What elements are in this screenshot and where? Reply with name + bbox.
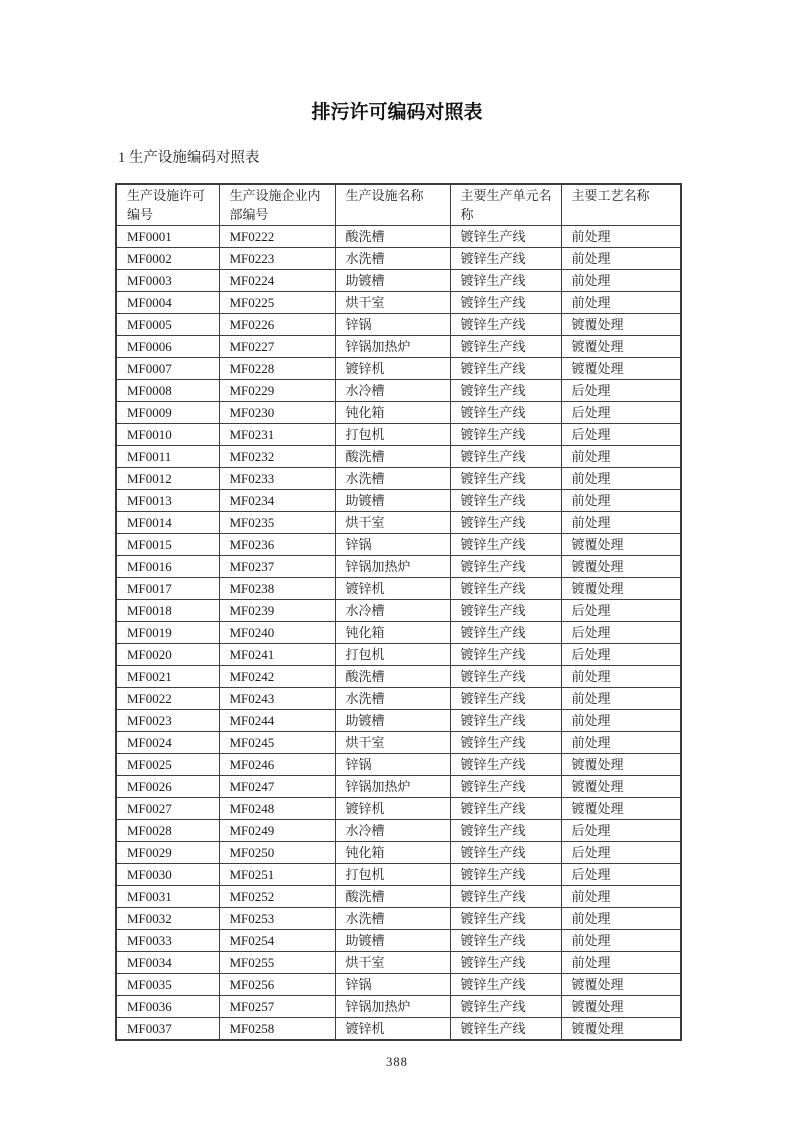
cell-process-name: 镀覆处理: [561, 336, 681, 358]
cell-internal-code: MF0238: [219, 578, 335, 600]
cell-permit-code: MF0028: [116, 820, 219, 842]
table-row: [116, 270, 681, 292]
cell-unit-name: 镀锌生产线: [450, 996, 561, 1018]
cell-unit-name: 镀锌生产线: [450, 776, 561, 798]
cell-permit-code: MF0011: [116, 446, 219, 468]
cell-process-name: 后处理: [561, 644, 681, 666]
cell-permit-code: MF0015: [116, 534, 219, 556]
cell-permit-code: MF0027: [116, 798, 219, 820]
cell-facility-name: 水洗槽: [335, 908, 450, 930]
cell-permit-code: MF0008: [116, 380, 219, 402]
cell-internal-code: MF0224: [219, 270, 335, 292]
cell-permit-code: MF0004: [116, 292, 219, 314]
table-row: [116, 248, 681, 270]
cell-permit-code: MF0018: [116, 600, 219, 622]
cell-internal-code: MF0246: [219, 754, 335, 776]
cell-facility-name: 镀锌机: [335, 578, 450, 600]
cell-permit-code: MF0023: [116, 710, 219, 732]
table-row: [116, 314, 681, 336]
cell-internal-code: MF0234: [219, 490, 335, 512]
table-row: [116, 666, 681, 688]
cell-facility-name: 助镀槽: [335, 930, 450, 952]
cell-facility-name: 水洗槽: [335, 688, 450, 710]
cell-internal-code: MF0249: [219, 820, 335, 842]
cell-permit-code: MF0037: [116, 1018, 219, 1041]
cell-facility-name: 锌锅: [335, 314, 450, 336]
cell-permit-code: MF0030: [116, 864, 219, 886]
cell-unit-name: 镀锌生产线: [450, 952, 561, 974]
cell-process-name: 前处理: [561, 886, 681, 908]
table-row: [116, 710, 681, 732]
cell-process-name: 后处理: [561, 820, 681, 842]
cell-internal-code: MF0243: [219, 688, 335, 710]
cell-internal-code: MF0253: [219, 908, 335, 930]
cell-internal-code: MF0244: [219, 710, 335, 732]
cell-facility-name: 助镀槽: [335, 270, 450, 292]
cell-internal-code: MF0248: [219, 798, 335, 820]
cell-unit-name: 镀锌生产线: [450, 578, 561, 600]
cell-permit-code: MF0005: [116, 314, 219, 336]
cell-permit-code: MF0031: [116, 886, 219, 908]
cell-permit-code: MF0034: [116, 952, 219, 974]
header-unit-name: 主要生产单元名称: [450, 184, 561, 226]
cell-facility-name: 锌锅: [335, 974, 450, 996]
cell-permit-code: MF0035: [116, 974, 219, 996]
cell-process-name: 前处理: [561, 446, 681, 468]
cell-facility-name: 锌锅加热炉: [335, 776, 450, 798]
table-row: [116, 512, 681, 534]
cell-process-name: 前处理: [561, 908, 681, 930]
cell-process-name: 后处理: [561, 380, 681, 402]
cell-internal-code: MF0223: [219, 248, 335, 270]
cell-permit-code: MF0009: [116, 402, 219, 424]
table-row: [116, 424, 681, 446]
table-row: [116, 336, 681, 358]
cell-permit-code: MF0006: [116, 336, 219, 358]
cell-internal-code: MF0226: [219, 314, 335, 336]
cell-internal-code: MF0255: [219, 952, 335, 974]
cell-internal-code: MF0227: [219, 336, 335, 358]
header-permit-code: 生产设施许可编号: [116, 184, 219, 226]
cell-internal-code: MF0242: [219, 666, 335, 688]
cell-unit-name: 镀锌生产线: [450, 864, 561, 886]
cell-facility-name: 打包机: [335, 644, 450, 666]
cell-facility-name: 镀锌机: [335, 358, 450, 380]
cell-permit-code: MF0033: [116, 930, 219, 952]
cell-process-name: 前处理: [561, 512, 681, 534]
cell-unit-name: 镀锌生产线: [450, 842, 561, 864]
cell-internal-code: MF0232: [219, 446, 335, 468]
cell-internal-code: MF0240: [219, 622, 335, 644]
cell-internal-code: MF0235: [219, 512, 335, 534]
cell-unit-name: 镀锌生产线: [450, 402, 561, 424]
cell-facility-name: 钝化箱: [335, 842, 450, 864]
cell-internal-code: MF0239: [219, 600, 335, 622]
cell-permit-code: MF0010: [116, 424, 219, 446]
cell-process-name: 镀覆处理: [561, 974, 681, 996]
cell-process-name: 镀覆处理: [561, 534, 681, 556]
table-row: [116, 798, 681, 820]
cell-facility-name: 锌锅: [335, 534, 450, 556]
cell-unit-name: 镀锌生产线: [450, 490, 561, 512]
cell-process-name: 镀覆处理: [561, 996, 681, 1018]
cell-permit-code: MF0032: [116, 908, 219, 930]
table-row: [116, 820, 681, 842]
table-row: [116, 908, 681, 930]
cell-unit-name: 镀锌生产线: [450, 1018, 561, 1041]
cell-unit-name: 镀锌生产线: [450, 974, 561, 996]
table-row: [116, 490, 681, 512]
cell-unit-name: 镀锌生产线: [450, 336, 561, 358]
cell-internal-code: MF0258: [219, 1018, 335, 1041]
cell-internal-code: MF0231: [219, 424, 335, 446]
cell-internal-code: MF0254: [219, 930, 335, 952]
cell-permit-code: MF0026: [116, 776, 219, 798]
cell-unit-name: 镀锌生产线: [450, 314, 561, 336]
cell-facility-name: 助镀槽: [335, 490, 450, 512]
cell-facility-name: 酸洗槽: [335, 446, 450, 468]
cell-facility-name: 水冷槽: [335, 600, 450, 622]
cell-unit-name: 镀锌生产线: [450, 798, 561, 820]
cell-unit-name: 镀锌生产线: [450, 358, 561, 380]
cell-process-name: 前处理: [561, 270, 681, 292]
cell-process-name: 后处理: [561, 424, 681, 446]
cell-unit-name: 镀锌生产线: [450, 226, 561, 248]
table-header-row: [116, 184, 681, 226]
cell-unit-name: 镀锌生产线: [450, 666, 561, 688]
cell-process-name: 镀覆处理: [561, 776, 681, 798]
cell-internal-code: MF0222: [219, 226, 335, 248]
cell-facility-name: 打包机: [335, 864, 450, 886]
section-heading: 1 生产设施编码对照表: [118, 150, 260, 166]
cell-facility-name: 水冷槽: [335, 380, 450, 402]
cell-permit-code: MF0013: [116, 490, 219, 512]
cell-facility-name: 烘干室: [335, 732, 450, 754]
cell-unit-name: 镀锌生产线: [450, 732, 561, 754]
table-row: [116, 402, 681, 424]
cell-facility-name: 酸洗槽: [335, 226, 450, 248]
cell-unit-name: 镀锌生产线: [450, 534, 561, 556]
cell-unit-name: 镀锌生产线: [450, 622, 561, 644]
cell-facility-name: 酸洗槽: [335, 666, 450, 688]
cell-process-name: 后处理: [561, 842, 681, 864]
table-row: [116, 468, 681, 490]
cell-internal-code: MF0251: [219, 864, 335, 886]
cell-process-name: 后处理: [561, 600, 681, 622]
cell-permit-code: MF0003: [116, 270, 219, 292]
header-facility-name: 生产设施名称: [335, 184, 450, 226]
cell-process-name: 前处理: [561, 248, 681, 270]
table-row: [116, 864, 681, 886]
cell-process-name: 前处理: [561, 468, 681, 490]
cell-permit-code: MF0020: [116, 644, 219, 666]
cell-unit-name: 镀锌生产线: [450, 380, 561, 402]
cell-permit-code: MF0029: [116, 842, 219, 864]
cell-unit-name: 镀锌生产线: [450, 556, 561, 578]
cell-facility-name: 助镀槽: [335, 710, 450, 732]
cell-process-name: 镀覆处理: [561, 1018, 681, 1041]
cell-unit-name: 镀锌生产线: [450, 270, 561, 292]
cell-process-name: 镀覆处理: [561, 578, 681, 600]
cell-facility-name: 钝化箱: [335, 622, 450, 644]
cell-facility-name: 钝化箱: [335, 402, 450, 424]
cell-internal-code: MF0247: [219, 776, 335, 798]
cell-process-name: 前处理: [561, 292, 681, 314]
cell-internal-code: MF0236: [219, 534, 335, 556]
page-number: 388: [386, 1055, 408, 1069]
cell-unit-name: 镀锌生产线: [450, 886, 561, 908]
cell-unit-name: 镀锌生产线: [450, 248, 561, 270]
facility-code-table: [115, 183, 682, 1041]
cell-internal-code: MF0230: [219, 402, 335, 424]
table-row: [116, 952, 681, 974]
cell-facility-name: 锌锅加热炉: [335, 556, 450, 578]
table-row: [116, 688, 681, 710]
cell-facility-name: 水洗槽: [335, 468, 450, 490]
cell-internal-code: MF0228: [219, 358, 335, 380]
cell-internal-code: MF0225: [219, 292, 335, 314]
table-row: [116, 358, 681, 380]
cell-permit-code: MF0021: [116, 666, 219, 688]
cell-process-name: 后处理: [561, 622, 681, 644]
cell-internal-code: MF0252: [219, 886, 335, 908]
table-header: [116, 184, 681, 226]
cell-permit-code: MF0017: [116, 578, 219, 600]
cell-facility-name: 烘干室: [335, 512, 450, 534]
cell-process-name: 前处理: [561, 226, 681, 248]
table-row: [116, 930, 681, 952]
cell-internal-code: MF0256: [219, 974, 335, 996]
cell-permit-code: MF0024: [116, 732, 219, 754]
table-row: [116, 754, 681, 776]
cell-permit-code: MF0002: [116, 248, 219, 270]
table-row: [116, 1018, 681, 1041]
cell-unit-name: 镀锌生产线: [450, 512, 561, 534]
header-process-name: 主要工艺名称: [561, 184, 681, 226]
cell-unit-name: 镀锌生产线: [450, 820, 561, 842]
table-body: [116, 226, 681, 1041]
cell-unit-name: 镀锌生产线: [450, 754, 561, 776]
cell-facility-name: 水洗槽: [335, 248, 450, 270]
table-row: [116, 380, 681, 402]
cell-facility-name: 锌锅加热炉: [335, 996, 450, 1018]
cell-facility-name: 酸洗槽: [335, 886, 450, 908]
cell-permit-code: MF0014: [116, 512, 219, 534]
cell-unit-name: 镀锌生产线: [450, 644, 561, 666]
cell-facility-name: 镀锌机: [335, 1018, 450, 1041]
table-row: [116, 534, 681, 556]
cell-permit-code: MF0007: [116, 358, 219, 380]
cell-facility-name: 水冷槽: [335, 820, 450, 842]
cell-process-name: 前处理: [561, 732, 681, 754]
cell-internal-code: MF0257: [219, 996, 335, 1018]
cell-unit-name: 镀锌生产线: [450, 600, 561, 622]
cell-facility-name: 锌锅加热炉: [335, 336, 450, 358]
cell-unit-name: 镀锌生产线: [450, 446, 561, 468]
cell-process-name: 镀覆处理: [561, 754, 681, 776]
table-row: [116, 578, 681, 600]
table-row: [116, 996, 681, 1018]
cell-unit-name: 镀锌生产线: [450, 908, 561, 930]
table-row: [116, 292, 681, 314]
table-row: [116, 644, 681, 666]
cell-permit-code: MF0022: [116, 688, 219, 710]
cell-unit-name: 镀锌生产线: [450, 424, 561, 446]
cell-unit-name: 镀锌生产线: [450, 292, 561, 314]
cell-facility-name: 镀锌机: [335, 798, 450, 820]
table-row: [116, 446, 681, 468]
cell-process-name: 前处理: [561, 952, 681, 974]
cell-internal-code: MF0241: [219, 644, 335, 666]
cell-internal-code: MF0245: [219, 732, 335, 754]
cell-process-name: 前处理: [561, 688, 681, 710]
cell-unit-name: 镀锌生产线: [450, 468, 561, 490]
table-row: [116, 622, 681, 644]
cell-process-name: 前处理: [561, 710, 681, 732]
table-row: [116, 974, 681, 996]
table-row: [116, 886, 681, 908]
table-row: [116, 600, 681, 622]
cell-internal-code: MF0237: [219, 556, 335, 578]
table-row: [116, 226, 681, 248]
cell-permit-code: MF0001: [116, 226, 219, 248]
cell-facility-name: 烘干室: [335, 292, 450, 314]
cell-internal-code: MF0250: [219, 842, 335, 864]
cell-unit-name: 镀锌生产线: [450, 930, 561, 952]
cell-permit-code: MF0019: [116, 622, 219, 644]
cell-facility-name: 烘干室: [335, 952, 450, 974]
cell-unit-name: 镀锌生产线: [450, 688, 561, 710]
table-row: [116, 842, 681, 864]
cell-process-name: 前处理: [561, 490, 681, 512]
cell-permit-code: MF0025: [116, 754, 219, 776]
cell-permit-code: MF0012: [116, 468, 219, 490]
table-row: [116, 732, 681, 754]
cell-process-name: 镀覆处理: [561, 358, 681, 380]
cell-unit-name: 镀锌生产线: [450, 710, 561, 732]
cell-process-name: 前处理: [561, 666, 681, 688]
cell-process-name: 后处理: [561, 402, 681, 424]
cell-internal-code: MF0233: [219, 468, 335, 490]
table-row: [116, 776, 681, 798]
cell-facility-name: 锌锅: [335, 754, 450, 776]
cell-permit-code: MF0016: [116, 556, 219, 578]
header-internal-code: 生产设施企业内部编号: [219, 184, 335, 226]
cell-facility-name: 打包机: [335, 424, 450, 446]
cell-process-name: 镀覆处理: [561, 798, 681, 820]
cell-process-name: 镀覆处理: [561, 314, 681, 336]
cell-permit-code: MF0036: [116, 996, 219, 1018]
cell-process-name: 前处理: [561, 930, 681, 952]
cell-internal-code: MF0229: [219, 380, 335, 402]
table-row: [116, 556, 681, 578]
cell-process-name: 后处理: [561, 864, 681, 886]
document-title: 排污许可编码对照表: [311, 101, 483, 123]
cell-process-name: 镀覆处理: [561, 556, 681, 578]
